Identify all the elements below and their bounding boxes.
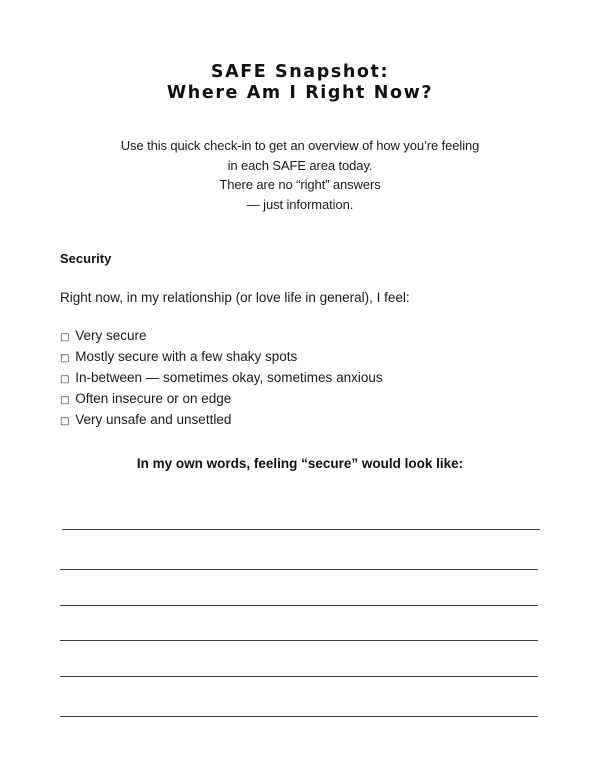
option-very-secure[interactable] — [60, 326, 383, 347]
writing-line[interactable] — [60, 605, 538, 606]
intro-line: Use this quick check-in to get an overview of how you’re feeling — [120, 138, 480, 153]
intro-text — [0, 136, 600, 214]
writing-line[interactable] — [60, 676, 538, 677]
option-very-unsafe[interactable] — [60, 410, 383, 431]
option-label: Mostly secure with a few shaky spots — [75, 349, 298, 364]
question-prompt: Right now, in my relationship (or love life in general), I feel: — [60, 290, 410, 305]
option-label: Very secure — [75, 328, 147, 343]
option-often-insecure[interactable] — [60, 389, 383, 410]
page-title — [0, 62, 600, 104]
writing-line[interactable] — [60, 569, 538, 570]
write-in-prompt: In my own words, feeling “secure” would look like: — [136, 456, 464, 471]
intro-line: There are no “right” answers — [219, 177, 381, 192]
writing-line[interactable] — [60, 640, 538, 641]
checkbox-icon[interactable]: □ — [60, 332, 70, 343]
option-label: Very unsafe and unsettled — [75, 412, 232, 427]
section-heading: Security — [60, 251, 112, 266]
option-list — [60, 326, 383, 431]
writing-line[interactable] — [60, 716, 538, 717]
intro-line: in each SAFE area today. — [227, 157, 373, 173]
checkbox-icon[interactable]: □ — [60, 416, 70, 427]
option-mostly-secure[interactable] — [60, 347, 383, 368]
title-line-1: SAFE Snapshot: — [210, 62, 390, 82]
checkbox-icon[interactable]: □ — [60, 395, 70, 406]
writing-line[interactable] — [62, 529, 540, 530]
option-in-between[interactable] — [60, 368, 383, 389]
option-label: In-between — sometimes okay, sometimes anxious — [75, 370, 383, 385]
option-label: Often insecure or on edge — [75, 391, 232, 406]
checkbox-icon[interactable]: □ — [60, 374, 70, 385]
intro-line: — just information. — [246, 196, 354, 212]
title-line-2: Where Am I Right Now? — [166, 83, 434, 103]
checkbox-icon[interactable]: □ — [60, 353, 70, 364]
